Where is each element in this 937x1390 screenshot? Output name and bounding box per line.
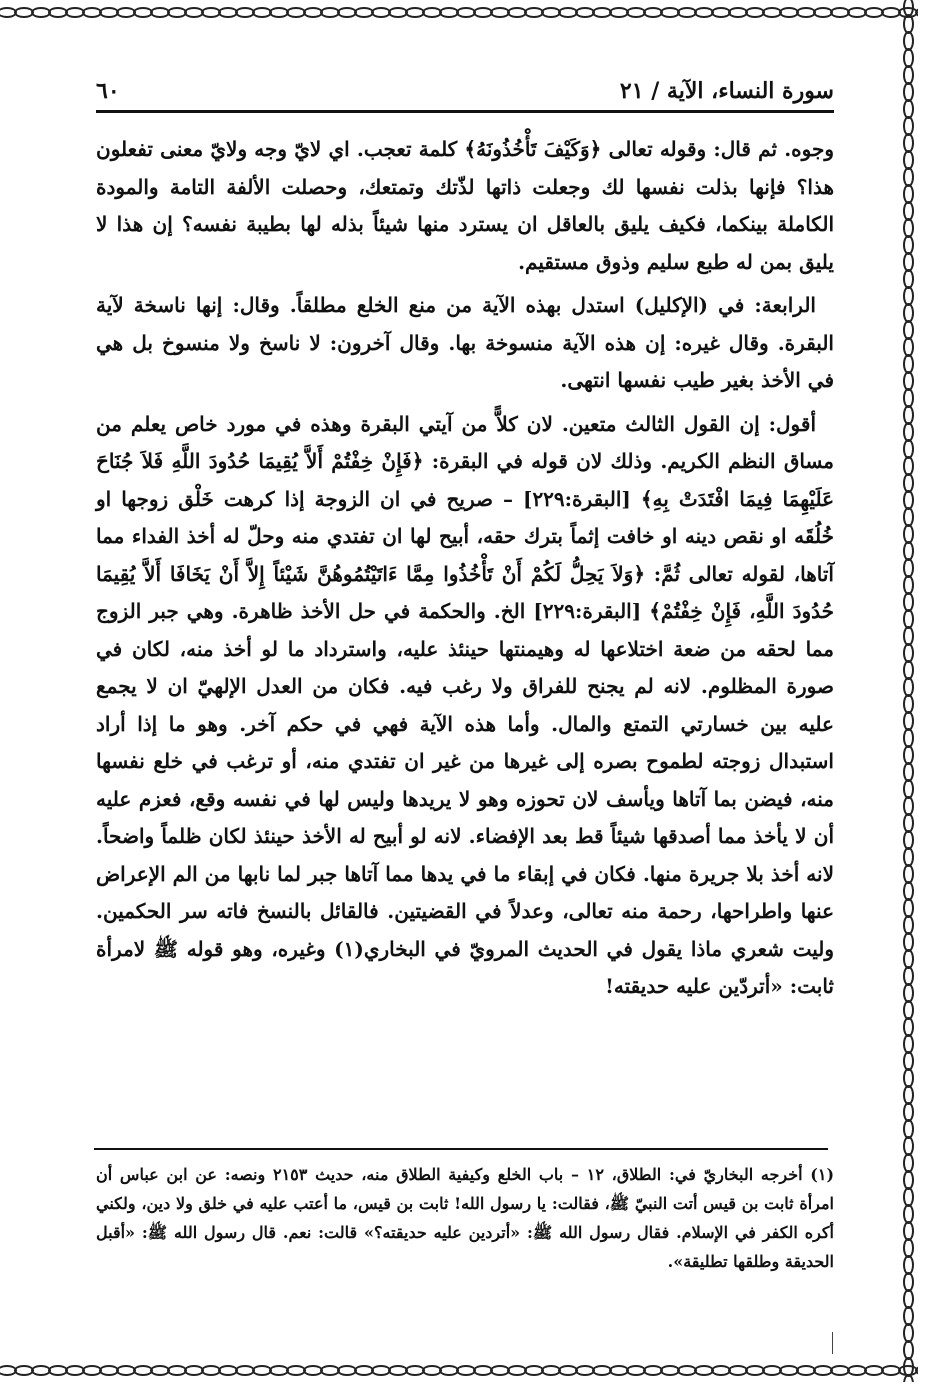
decorative-chain-border-bottom [0,1358,918,1382]
running-title: سورة النساء، الآية / ٢١ [619,78,834,104]
page-header [96,70,834,104]
footnote [96,1160,834,1276]
book-page [96,70,834,1012]
paragraph: وجوه. ثم قال: وقوله تعالى ﴿وَكَيْفَ تَأْخُذُونَهُ﴾ كلمة تعجب. اي لايّ وجه ولايّ معنى تفعلون هذا؟ فإنها بذلت نفسها لك وجعلت ذاتها لذّتك وتمتعك، وحصلت الألفة التامة والمودة الكاملة بينكما، فكيف يليق بالعاقل ان يسترد منها شيئاً بذله لها بطيبة نفسه؟ إن هذا لا يليق بمن له طبع سليم وذوق مستقيم. [96,137,834,274]
footnote-divider [94,1148,828,1150]
main-text [96,131,834,1006]
paragraph: أقول: إن القول الثالث متعين. لان كلاًّ من آيتي البقرة وهذه في مورد خاص يعلم من مساق النظم الكريم. وذلك لان قوله في البقرة: ﴿فَإِنْ خِفْتُمْ أَلاَّ يُقِيمَا حُدُودَ اللَّهِ فَلاَ جُنَاحَ عَلَيْهِمَا فِيمَا افْتَدَتْ بِهِ﴾ [البقرة:٢٢٩] – صريح في ان الزوجة إذا كرهت خَلْق زوجها او خُلُقَه او نقص دينه او خافت إثماً بترك حقه، أبيح لها ان تفتدي منه وحلّ له أخذ الفداء مما آتاها، لقوله تعالى ثُمَّ: ﴿وَلاَ يَحِلُّ لَكُمْ أَنْ تَأْخُذُوا مِمَّا ءَاتَيْتُمُوهُنَّ شَيْئاً إِلاَّ أَنْ يَخَافَا أَلاَّ يُقِيمَا حُدُودَ اللَّهِ، فَإِنْ خِفْتُمْ﴾ [البقرة:٢٢٩] الخ. والحكمة في حل الأخذ ظاهرة. وهي جبر الزوج مما لحقه من ضعة اختلاعها له وهيمنتها حينئذ عليه، واسترداد ما لو أخذ منه، لكان في صورة المظلوم. لانه لم يجنح للفراق ولا رغب فيه. فكان من العدل الإلهيّ ان لا يجمع عليه بين خسارتي التمتع والمال. وأما هذه الآية فهي في حكم آخر. وهو ما إذا أراد استبدال زوجته لطموح بصره إلى غيرها من غير ان تفتدي منه، أو ترغب في خلع نفسها منه، فيضن بما آتاها ويأسف لان تحوزه وهو لا يريدها وليس لها في نفسه وقع، فعزم عليه أن لا يأخذ مما أصدقها شيئاً قط بعد الإفضاء. لانه لو أبيح له الأخذ حينئذ لكان ظلماً واضحاً. لانه أخذ بلا جريرة منها. فكان في إبقاء ما في يدها مما آتاها جبر لما نابها من الم الإعراض عنها واطراحها، رحمة منه تعالى، وعدلاً في القضيتين. فالقائل بالنسخ فاته سر الحكمين. وليت شعري ماذا يقول في الحديث المرويّ في البخاري(١) وغيره، وهو قوله ﷺ لامرأة ثابت: «أتردّين عليه حديقته! [96,411,835,998]
decorative-chain-border-top [0,0,918,24]
chain-link [903,1374,914,1382]
footnote-text: (١) أخرجه البخاريّ في: الطلاق، ١٢ – باب الخلع وكيفية الطلاق منه، حديث ٢١٥٣ ونصه: عن ابن عباس أن امرأة ثابت بن قيس أتت النبيّ ﷺ، فقالت: يا رسول الله! ثابت بن قيس، ما أعتب عليه في خلق ولا دين، ولكني أكره الكفر في الإسلام. فقال رسول الله ﷺ: «أتردين عليه حديقته؟» قالت: نعم. قال رسول الله ﷺ: «أقبل الحديقة وطلقها تطليقة». [96,1165,835,1271]
page-number: ٦٠ [96,78,120,104]
header-divider [96,110,834,113]
paragraph: الرابعة: في (الإكليل) استدل بهذه الآية من منع الخلع مطلقاً. وقال: إنها ناسخة لآية البقرة. وقال غيره: إن هذه الآية منسوخة بها. وقال آخرون: لا ناسخ ولا منسوخ بل هي في الأخذ بغير طيب نفسها انتهى. [96,293,834,392]
margin-mark [832,1332,833,1354]
decorative-chain-border-right [898,0,918,1382]
